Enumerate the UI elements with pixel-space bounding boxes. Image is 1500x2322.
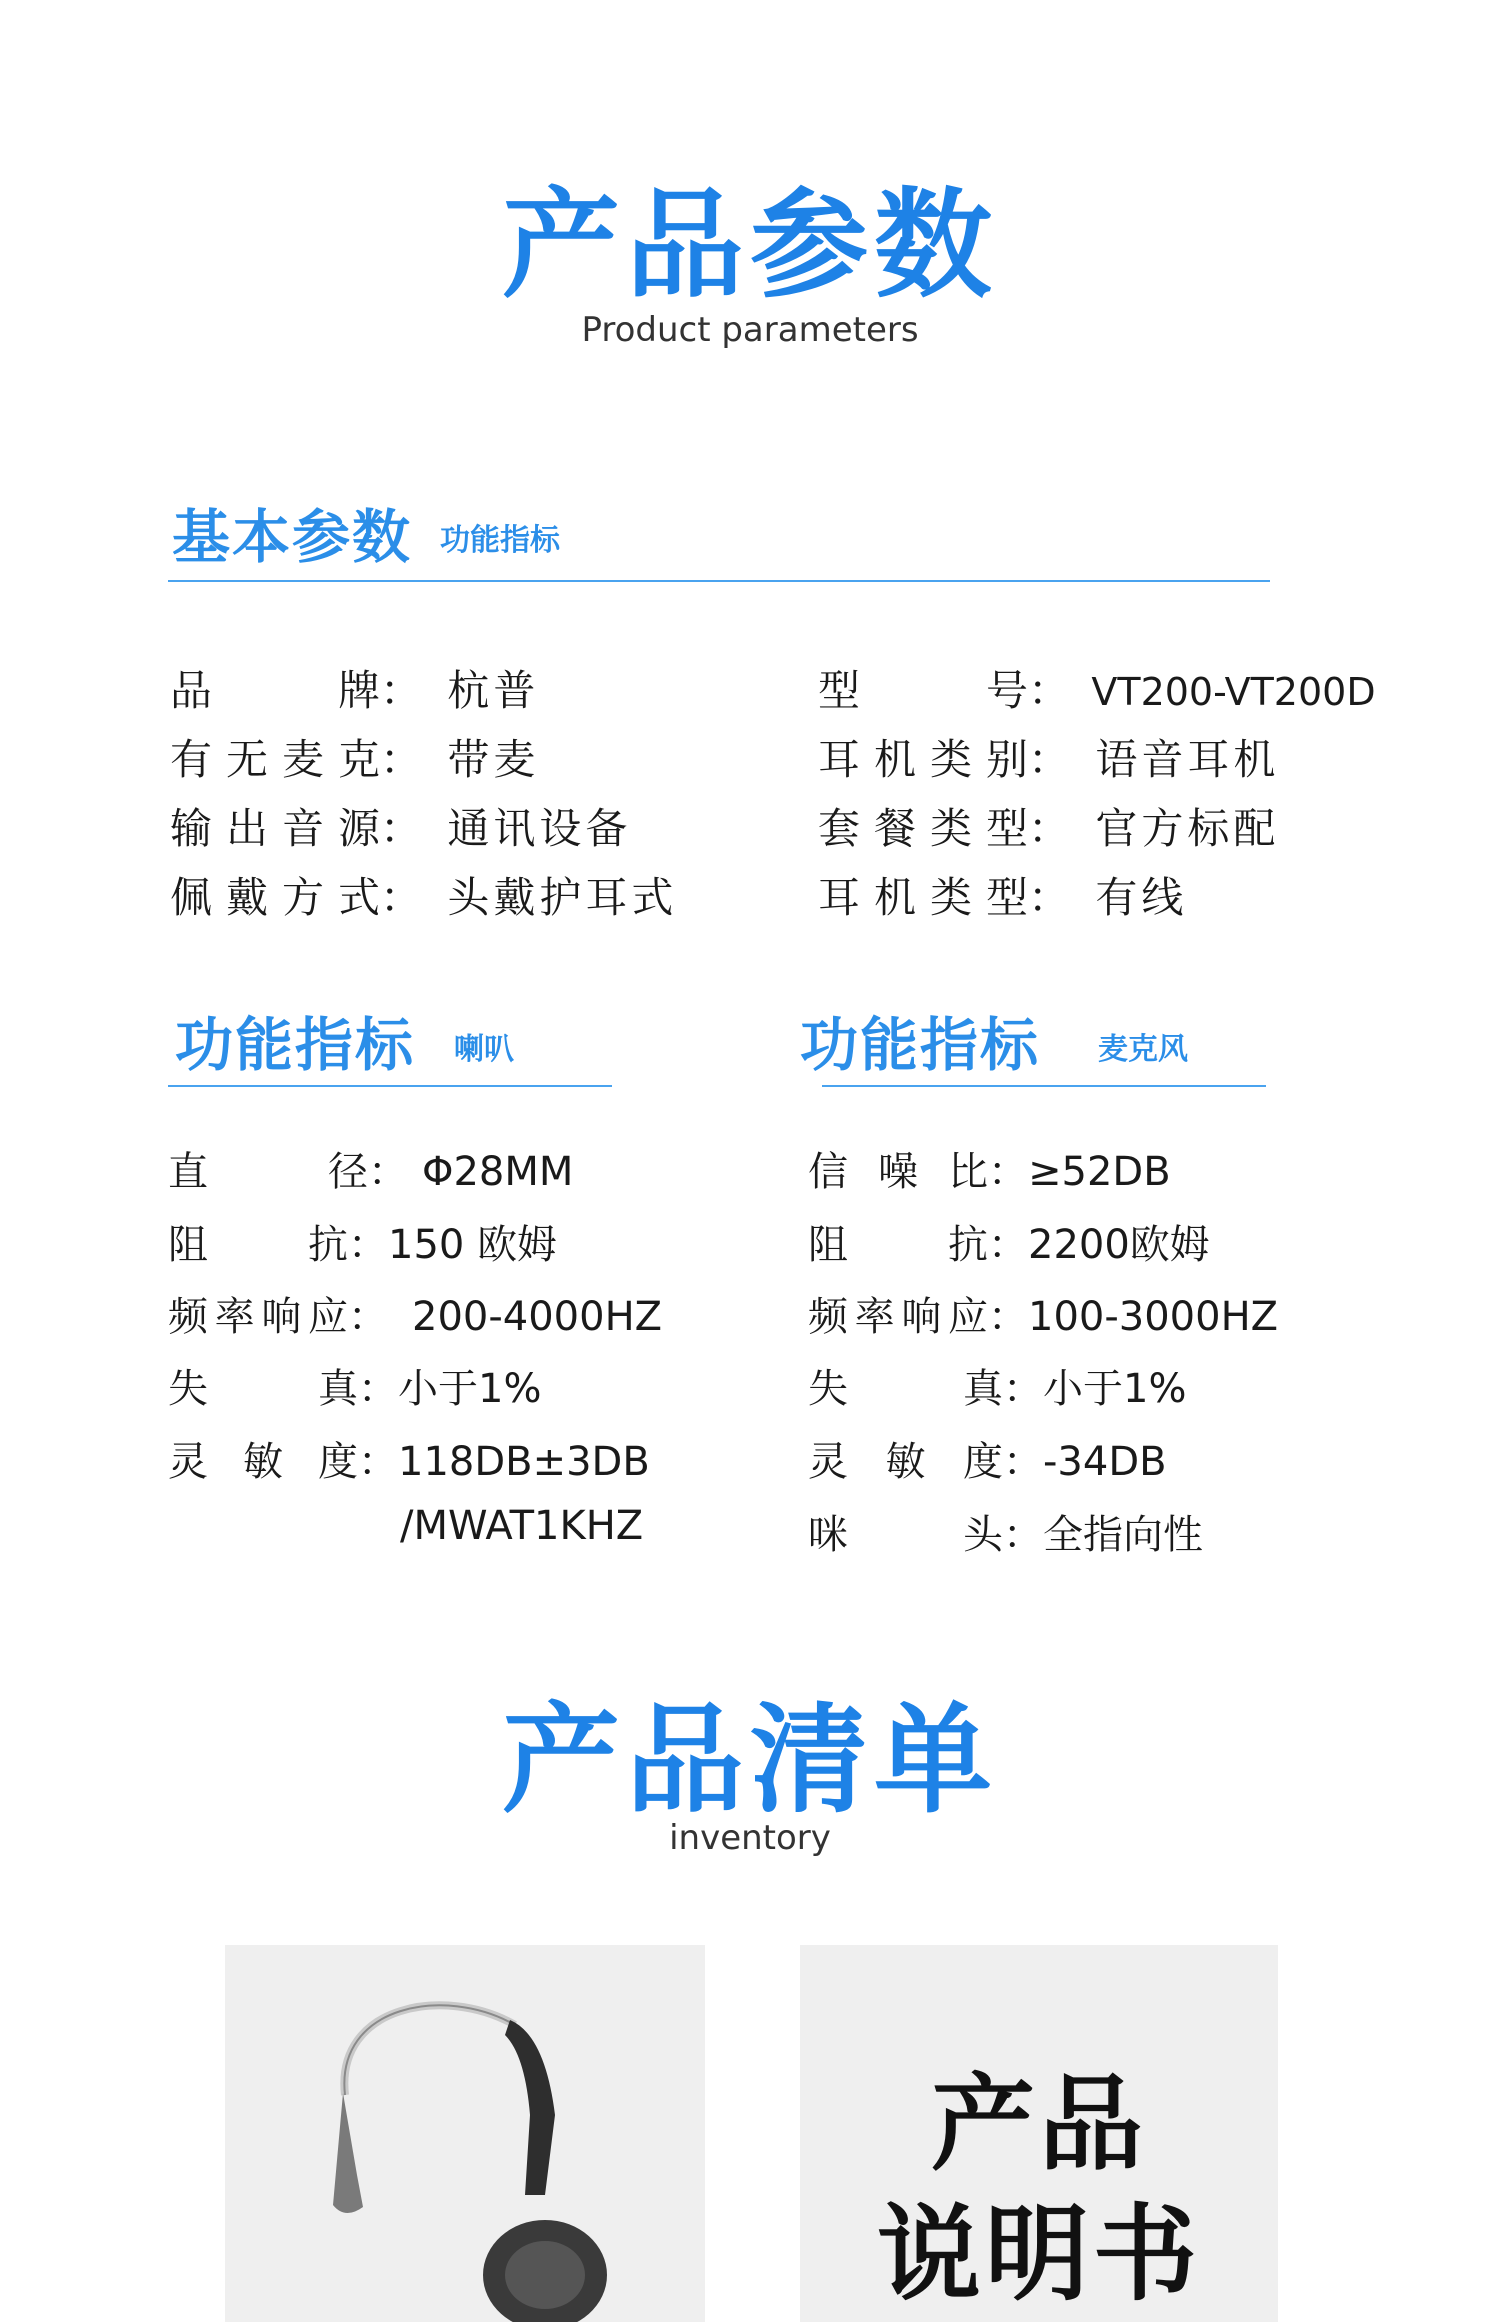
speaker-row: 失真：小于1% [168,1357,541,1414]
basic-section-divider [168,580,1270,582]
speaker-row: 阻抗：150 欧姆 [168,1213,557,1270]
basic-row: 输出音源： 通讯设备 [170,796,631,856]
headset-band [344,2005,515,2095]
basic-row: 有无麦克： 带麦 [170,727,539,787]
mic-section-subtitle: 麦克风 [1098,1032,1188,1067]
basic-value: 语音耳机 [1095,735,1280,784]
mic-label: 信噪比 [808,1149,988,1195]
basic-value: 头戴护耳式 [447,873,678,922]
basic-section-title: 基本参数 [172,503,413,571]
mic-row: 失真：小于1% [808,1357,1186,1414]
speaker-section-divider [168,1085,612,1087]
basic-label: 有无麦克 [170,735,380,784]
basic-label: 耳机类别 [818,735,1028,784]
speaker-row [400,1503,643,1549]
basic-value: 有线 [1095,873,1188,922]
headset-right-arm [505,2020,555,2195]
mic-row: 咪头：全指向性 [808,1503,1203,1560]
basic-label: 品牌 [170,666,380,715]
mic-label: 灵敏度 [808,1439,1003,1485]
mic-value: -34DB [1043,1439,1167,1485]
headset-card [225,1945,705,2322]
inventory-title: 产品清单 [501,1691,998,1829]
speaker-value: 118DB±3DB [398,1439,650,1485]
speaker-label: 频率响应 [168,1294,348,1340]
basic-row: 型号： VT200-VT200D [818,658,1376,718]
speaker-row: 直径： Φ28MM [168,1140,573,1197]
manual-line-1: 产品 [930,2063,1147,2185]
headset-left-pad [333,2093,363,2213]
inventory-subtitle: inventory [669,1818,831,1858]
speaker-label: 灵敏度 [168,1439,358,1485]
page-title: 产品参数 [501,176,998,314]
basic-label: 耳机类型 [818,873,1028,922]
speaker-value: 小于1% [398,1366,542,1412]
basic-value: 杭普 [447,666,540,715]
basic-label: 输出音源 [170,804,380,853]
headset-image [225,1945,705,2322]
basic-row: 佩戴方式： 头戴护耳式 [170,865,677,925]
speaker-value: 150 欧姆 [388,1222,558,1268]
mic-row: 信噪比：≥52DB [808,1140,1171,1197]
speaker-row: 频率响应： 200-4000HZ [168,1285,662,1342]
basic-label: 套餐类型 [818,804,1028,853]
mic-label: 阻抗 [808,1222,988,1268]
mic-value: 2200欧姆 [1028,1222,1210,1268]
basic-row: 耳机类型： 有线 [818,865,1187,925]
speaker-section-title: 功能指标 [175,1011,416,1079]
speaker-value: Φ28MM [422,1149,574,1195]
mic-value: ≥52DB [1028,1149,1171,1195]
speaker-label: 直径 [168,1149,368,1195]
mic-row: 阻抗：2200欧姆 [808,1213,1210,1270]
mic-value: 100-3000HZ [1028,1294,1279,1340]
mic-value: 小于1% [1043,1366,1187,1412]
page-subtitle: Product parameters [581,310,919,350]
basic-row: 耳机类别： 语音耳机 [818,727,1279,787]
speaker-label: 失真 [168,1366,358,1412]
basic-row: 套餐类型： 官方标配 [818,796,1279,856]
speaker-value: /MWAT1KHZ [400,1503,644,1549]
manual-card [800,1945,1278,2322]
mic-row: 灵敏度：-34DB [808,1430,1167,1487]
basic-value: 带麦 [447,735,540,784]
speaker-value: 200-4000HZ [412,1294,663,1340]
basic-value: VT200-VT200D [1091,670,1376,714]
basic-label: 型号 [818,666,1028,715]
basic-value: 通讯设备 [447,804,632,853]
mic-section-divider [822,1085,1266,1087]
mic-label: 咪头 [808,1512,1003,1558]
mic-value: 全指向性 [1043,1512,1203,1558]
basic-section-subtitle: 功能指标 [440,523,560,558]
mic-label: 频率响应 [808,1294,988,1340]
basic-value: 官方标配 [1095,804,1280,853]
speaker-section-subtitle: 喇叭 [454,1032,514,1067]
speaker-label: 阻抗 [168,1222,348,1268]
basic-label: 佩戴方式 [170,873,380,922]
mic-section-title: 功能指标 [800,1011,1041,1079]
manual-line-2: 说明书 [876,2193,1201,2315]
speaker-row: 灵敏度：118DB±3DB [168,1430,650,1487]
mic-row: 频率响应：100-3000HZ [808,1285,1278,1342]
basic-row: 品牌： 杭普 [170,658,539,718]
mic-label: 失真 [808,1366,1003,1412]
